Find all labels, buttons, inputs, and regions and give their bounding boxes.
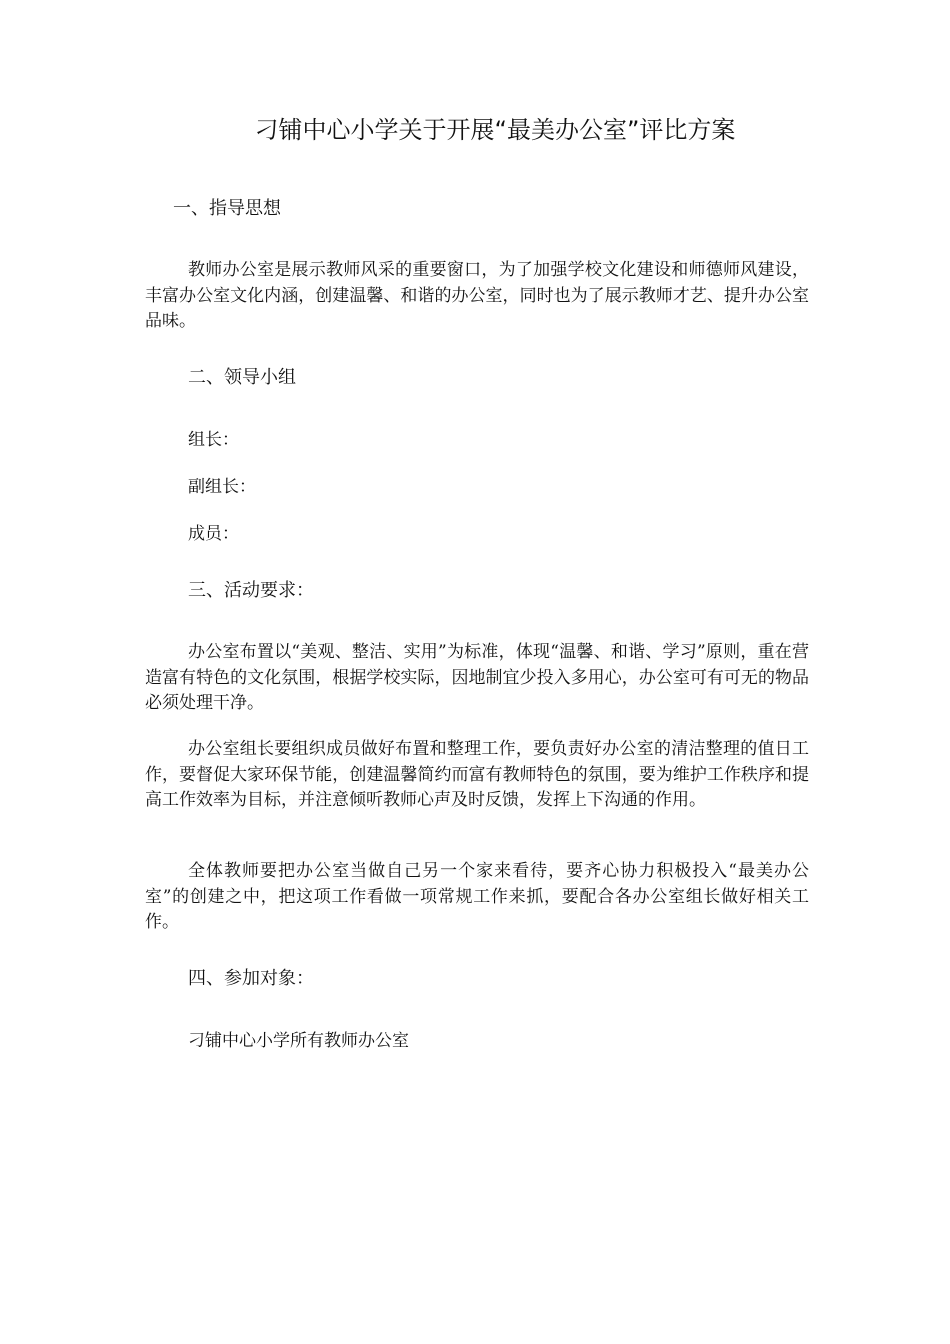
section-heading-activity-requirements: 三、活动要求： <box>188 580 314 601</box>
paragraph-requirements-3: 全体教师要把办公室当做自己另一个家来看待，要齐心协力积极投入“最美办公室”的创建之中，把这项工作看做一项常规工作来抓，要配合各办公室组长做好相关工作。 <box>145 861 809 932</box>
paragraph-requirements-1: 办公室布置以“美观、整洁、实用”为标准，体现“温馨、和谐、学习”原则，重在营造富有特色的文化氛围，根据学校实际，因地制宜少投入多用心，办公室可有可无的物品必须处理干净。 <box>145 642 809 713</box>
section-heading-leadership-group: 二、领导小组 <box>188 367 296 388</box>
members-line: 成员： <box>188 524 239 544</box>
participants-line: 刁铺中心小学所有教师办公室 <box>188 1031 409 1051</box>
section-heading-participants: 四、参加对象： <box>188 968 314 989</box>
section-heading-guiding-ideology: 一、指导思想 <box>173 198 281 219</box>
leader-line: 组长： <box>188 430 239 450</box>
paragraph-guiding-ideology: 教师办公室是展示教师风采的重要窗口，为了加强学校文化建设和师德师风建设，丰富办公室文化内涵，创建温馨、和谐的办公室，同时也为了展示教师才艺、提升办公室品味。 <box>145 260 809 331</box>
document-title: 刁铺中心小学关于开展“最美办公室”评比方案 <box>254 116 736 144</box>
paragraph-requirements-2: 办公室组长要组织成员做好布置和整理工作，要负责好办公室的清洁整理的值日工作，要督促大家环保节能，创建温馨简约而富有教师特色的氛围，要为维护工作秩序和提高工作效率为目标，并注意倾听教师心声及时反馈，发挥上下沟通的作用。 <box>145 739 809 810</box>
deputy-leader-line: 副组长： <box>188 477 256 497</box>
